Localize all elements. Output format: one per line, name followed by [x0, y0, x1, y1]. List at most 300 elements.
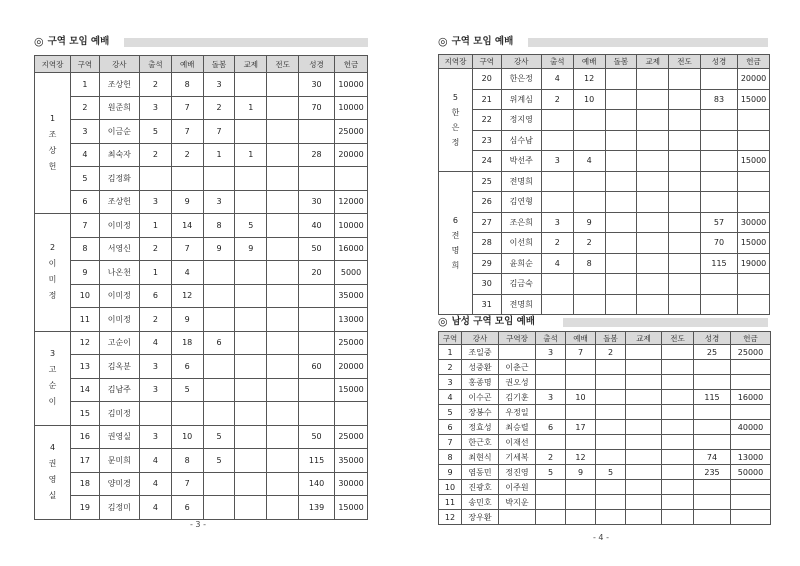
leader-name-char: 고 [48, 365, 57, 374]
table-cell: 20 [472, 69, 501, 90]
table-cell: 25000 [335, 120, 368, 144]
table-cell: 박선주 [501, 151, 541, 172]
table-cell [694, 405, 731, 420]
table-cell: 14 [171, 214, 203, 238]
table-cell: 4 [541, 253, 573, 274]
column-header: 돌봄 [203, 56, 235, 73]
leader-name-char: 헌 [48, 162, 57, 171]
column-header: 교제 [637, 55, 669, 69]
column-header: 전도 [662, 332, 694, 345]
table-cell: 2 [573, 233, 605, 254]
table-cell: 115 [700, 253, 737, 274]
table-cell: 7 [171, 237, 203, 261]
table-row [35, 190, 368, 214]
table-cell: 115 [299, 449, 335, 473]
table-cell [536, 510, 566, 525]
table-cell: 22 [472, 110, 501, 131]
table-cell: 위계심 [501, 89, 541, 110]
table-cell [605, 69, 637, 90]
table-row [439, 345, 771, 360]
table-cell [662, 360, 694, 375]
leader-name-char: 권 [48, 459, 57, 468]
table-row [439, 110, 770, 131]
table-row [439, 480, 771, 495]
column-header: 돌봄 [605, 55, 637, 69]
table-cell: 12 [171, 284, 203, 308]
table-row [439, 450, 771, 465]
table-cell: 염동민 [462, 465, 499, 480]
table-cell: 김금숙 [501, 274, 541, 295]
table-cell [573, 110, 605, 131]
table-cell [662, 480, 694, 495]
table-row [35, 96, 368, 120]
table-cell [662, 420, 694, 435]
leader-name-char: 조 [48, 130, 57, 139]
table-cell: 7 [71, 214, 100, 238]
circle-bullet-icon: ◎ [438, 315, 448, 328]
table-cell [662, 375, 694, 390]
table-cell [596, 435, 626, 450]
table-cell [700, 151, 737, 172]
table-cell [637, 110, 669, 131]
table-cell [605, 294, 637, 315]
column-header: 강사 [501, 55, 541, 69]
leader-name-char: 상 [48, 146, 57, 155]
table-cell: 4 [541, 69, 573, 90]
table-cell [235, 190, 267, 214]
table-cell: 8 [71, 237, 100, 261]
table-cell: 30000 [335, 472, 368, 496]
table-cell: 이금순 [99, 120, 139, 144]
table-cell: 1 [139, 261, 171, 285]
section-header [438, 35, 768, 49]
table-cell: 29 [472, 253, 501, 274]
table-cell [637, 212, 669, 233]
table-cell [626, 480, 662, 495]
table-cell: 1 [71, 73, 100, 97]
table-cell: 9 [235, 237, 267, 261]
table-cell: 139 [299, 496, 335, 520]
leader-name-char: 이 [48, 259, 57, 269]
table-cell: 10000 [335, 73, 368, 97]
page-number: - 4 - [593, 533, 609, 542]
table-cell: 15 [71, 402, 100, 426]
table-cell [626, 495, 662, 510]
table-cell [637, 274, 669, 295]
table-row [439, 435, 771, 450]
section-header-men [438, 315, 768, 329]
table-cell [662, 465, 694, 480]
table-cell [626, 360, 662, 375]
table-cell: 30 [299, 190, 335, 214]
table-cell: 15000 [335, 496, 368, 520]
table-cell [662, 510, 694, 525]
table-cell [235, 331, 267, 355]
table-cell [669, 89, 701, 110]
table-cell: 25 [472, 171, 501, 192]
table-cell [203, 355, 235, 379]
table-cell: 1 [235, 96, 267, 120]
table-cell: 2 [596, 345, 626, 360]
table-cell: 50000 [731, 465, 771, 480]
table-cell [605, 130, 637, 151]
table-cell [499, 510, 536, 525]
table-cell: 3 [139, 190, 171, 214]
table-cell: 23 [472, 130, 501, 151]
table-cell: 9 [71, 261, 100, 285]
table-cell [235, 425, 267, 449]
table-cell [235, 73, 267, 97]
table-cell: 6 [139, 284, 171, 308]
table-row [35, 308, 368, 332]
table-cell [605, 151, 637, 172]
table-cell [596, 480, 626, 495]
table-cell [203, 284, 235, 308]
table-cell [694, 495, 731, 510]
column-header: 강사 [99, 56, 139, 73]
table-cell [566, 360, 596, 375]
table-cell: 9 [203, 237, 235, 261]
table-cell: 14 [71, 378, 100, 402]
table-cell: 6 [536, 420, 566, 435]
table-cell: 우정일 [499, 405, 536, 420]
table-cell [573, 192, 605, 213]
leader-name-char: 실 [48, 491, 57, 500]
leader-name-char: 영 [48, 475, 57, 484]
table-cell [605, 233, 637, 254]
table-row [35, 143, 368, 167]
table-cell [700, 110, 737, 131]
table-cell [541, 130, 573, 151]
table-cell: 31 [472, 294, 501, 315]
table-cell [299, 308, 335, 332]
table-cell: 전명희 [501, 171, 541, 192]
table-cell: 8 [203, 214, 235, 238]
table-cell [235, 120, 267, 144]
table-cell: 이미정 [99, 284, 139, 308]
table-cell [203, 472, 235, 496]
table-cell: 윤희순 [501, 253, 541, 274]
table-cell [566, 510, 596, 525]
table-cell [731, 360, 771, 375]
table-cell [267, 308, 299, 332]
table-cell [566, 405, 596, 420]
table-row [35, 449, 368, 473]
table-cell: 6 [203, 331, 235, 355]
column-header: 구역장 [499, 332, 536, 345]
table-cell: 이선희 [501, 233, 541, 254]
column-header: 출석 [541, 55, 573, 69]
table-cell [738, 110, 770, 131]
table-cell [235, 355, 267, 379]
table-cell: 4 [171, 261, 203, 285]
table-cell [596, 495, 626, 510]
table-cell: 4 [139, 496, 171, 520]
table-cell: 5000 [335, 261, 368, 285]
table-cell: 최현식 [462, 450, 499, 465]
table-cell: 2 [139, 237, 171, 261]
table-cell: 57 [700, 212, 737, 233]
table-cell: 11 [439, 495, 462, 510]
district-table [34, 55, 368, 520]
table-cell: 6 [439, 420, 462, 435]
table-cell: 35000 [335, 449, 368, 473]
table-cell: 2 [139, 143, 171, 167]
table-cell: 13000 [731, 450, 771, 465]
table-cell: 박지운 [499, 495, 536, 510]
table-cell [626, 420, 662, 435]
table-row [439, 69, 770, 90]
table-cell: 9 [573, 212, 605, 233]
column-header: 강사 [462, 332, 499, 345]
table-cell: 성중환 [462, 360, 499, 375]
table-row [439, 233, 770, 254]
table-cell [662, 495, 694, 510]
table-cell: 김기훈 [499, 390, 536, 405]
table-cell: 조상헌 [99, 190, 139, 214]
table-row [35, 214, 368, 238]
table-cell: 3 [139, 425, 171, 449]
table-cell [573, 274, 605, 295]
table-cell: 7 [171, 472, 203, 496]
table-cell: 이미정 [99, 308, 139, 332]
table-cell: 70 [700, 233, 737, 254]
table-row [439, 465, 771, 480]
table-cell [626, 510, 662, 525]
table-cell [738, 130, 770, 151]
table-cell: 19 [71, 496, 100, 520]
table-cell [235, 449, 267, 473]
table-cell [171, 402, 203, 426]
table-cell: 11 [71, 308, 100, 332]
table-cell [669, 151, 701, 172]
table-row [35, 425, 368, 449]
table-cell [235, 472, 267, 496]
table-cell [626, 405, 662, 420]
table-cell [566, 495, 596, 510]
table-cell [299, 378, 335, 402]
table-cell: 3 [139, 355, 171, 379]
title-bar [563, 318, 768, 327]
table-row [439, 390, 771, 405]
leader-name-char: 정 [48, 291, 57, 301]
table-cell: 25000 [731, 345, 771, 360]
column-header: 교제 [626, 332, 662, 345]
table-cell: 나온천 [99, 261, 139, 285]
table-cell: 김남주 [99, 378, 139, 402]
table-cell [626, 450, 662, 465]
table-cell [267, 96, 299, 120]
table-cell [235, 378, 267, 402]
table-cell [694, 375, 731, 390]
page-4 [400, 0, 800, 566]
leader-name-char: 1 [49, 114, 56, 123]
section-title: 구역 모임 예배 [451, 36, 514, 47]
table-cell: 2 [139, 308, 171, 332]
table-cell: 5 [235, 214, 267, 238]
table-row [35, 284, 368, 308]
table-cell: 이주원 [499, 480, 536, 495]
table-cell [605, 274, 637, 295]
table-cell: 30 [299, 73, 335, 97]
table-cell [700, 192, 737, 213]
table-cell [235, 284, 267, 308]
table-cell: 이수곤 [462, 390, 499, 405]
table-cell: 조상헌 [99, 73, 139, 97]
table-row [35, 120, 368, 144]
table-cell: 24 [472, 151, 501, 172]
table-cell [203, 496, 235, 520]
table-cell [662, 405, 694, 420]
table-cell: 1 [439, 345, 462, 360]
table-cell: 70 [299, 96, 335, 120]
table-cell: 4 [439, 390, 462, 405]
table-cell [637, 130, 669, 151]
table-cell: 3 [541, 212, 573, 233]
table-cell: 2 [203, 96, 235, 120]
column-header: 구역 [71, 56, 100, 73]
title-bar [124, 38, 368, 47]
leader-name-char: 3 [49, 349, 56, 358]
leader-name-char: 5 [452, 92, 459, 102]
table-row [439, 212, 770, 233]
table-cell [536, 375, 566, 390]
table-cell: 기세복 [499, 450, 536, 465]
table-cell [267, 237, 299, 261]
column-header: 예배 [573, 55, 605, 69]
circle-bullet-icon: ◎ [438, 35, 448, 48]
table-cell: 26 [472, 192, 501, 213]
table-cell: 7 [203, 120, 235, 144]
table-cell: 21 [472, 89, 501, 110]
table-cell [637, 294, 669, 315]
column-header: 헌금 [335, 56, 368, 73]
table-cell [700, 274, 737, 295]
table-cell: 김옥분 [99, 355, 139, 379]
table-cell [235, 261, 267, 285]
table-cell [626, 345, 662, 360]
table-cell [731, 480, 771, 495]
table-row [35, 237, 368, 261]
table-cell: 40 [299, 214, 335, 238]
table-cell [669, 294, 701, 315]
table-cell [536, 360, 566, 375]
table-cell: 문미희 [99, 449, 139, 473]
column-header: 전도 [267, 56, 299, 73]
table-cell [662, 345, 694, 360]
leader-name-char: 미 [48, 275, 57, 285]
table-cell: 25000 [335, 331, 368, 355]
table-row [439, 360, 771, 375]
table-cell: 2 [541, 89, 573, 110]
table-cell [596, 360, 626, 375]
table-cell: 18 [171, 331, 203, 355]
table-cell [335, 167, 368, 191]
table-cell: 7 [566, 345, 596, 360]
table-cell [573, 171, 605, 192]
table-cell [694, 480, 731, 495]
table-cell: 15000 [738, 151, 770, 172]
table-cell [596, 405, 626, 420]
table-cell: 3 [71, 120, 100, 144]
table-cell: 김정화 [99, 167, 139, 191]
table-cell [605, 192, 637, 213]
table-row [35, 496, 368, 520]
table-cell: 최숙자 [99, 143, 139, 167]
table-cell [731, 405, 771, 420]
table-cell: 5 [439, 405, 462, 420]
table-cell: 28 [299, 143, 335, 167]
table-cell: 3 [139, 378, 171, 402]
table-cell [669, 171, 701, 192]
table-cell: 12 [439, 510, 462, 525]
table-cell: 6 [171, 355, 203, 379]
table-cell [573, 294, 605, 315]
table-cell [139, 167, 171, 191]
table-cell [731, 510, 771, 525]
table-cell: 16000 [731, 390, 771, 405]
table-cell [267, 120, 299, 144]
table-cell: 10 [573, 89, 605, 110]
table-cell: 정지영 [501, 110, 541, 131]
table-cell [637, 233, 669, 254]
leader-name-char: 이 [48, 397, 57, 406]
table-cell: 정효성 [462, 420, 499, 435]
table-cell [267, 355, 299, 379]
table-cell: 20 [299, 261, 335, 285]
table-row [35, 167, 368, 191]
table-cell: 16000 [335, 237, 368, 261]
table-cell: 74 [694, 450, 731, 465]
table-cell [637, 253, 669, 274]
table-cell [536, 405, 566, 420]
table-cell: 13000 [335, 308, 368, 332]
table-cell: 35000 [335, 284, 368, 308]
table-cell: 40000 [731, 420, 771, 435]
column-header: 출석 [536, 332, 566, 345]
table-cell: 7 [171, 96, 203, 120]
district-leader-cell [439, 69, 473, 172]
table-cell [267, 190, 299, 214]
table-cell: 13 [71, 355, 100, 379]
table-row [439, 375, 771, 390]
table-cell: 3 [536, 390, 566, 405]
table-cell: 8 [171, 73, 203, 97]
table-cell [536, 480, 566, 495]
table-cell: 25000 [335, 425, 368, 449]
table-cell: 권오성 [499, 375, 536, 390]
table-cell [669, 253, 701, 274]
table-cell [566, 435, 596, 450]
table-cell [605, 212, 637, 233]
table-cell: 2 [139, 73, 171, 97]
table-cell: 1 [139, 214, 171, 238]
table-cell: 4 [139, 449, 171, 473]
table-row [35, 261, 368, 285]
table-row [439, 274, 770, 295]
table-cell: 김미정 [99, 402, 139, 426]
leader-name-char: 한 [451, 107, 460, 117]
table-row [35, 331, 368, 355]
table-cell: 3 [139, 96, 171, 120]
table-cell: 4 [139, 331, 171, 355]
table-cell: 이춘근 [499, 360, 536, 375]
table-cell: 5 [203, 425, 235, 449]
leader-name-char: 6 [452, 215, 459, 225]
table-cell [267, 214, 299, 238]
district-leader-cell [35, 331, 71, 425]
table-cell: 83 [700, 89, 737, 110]
